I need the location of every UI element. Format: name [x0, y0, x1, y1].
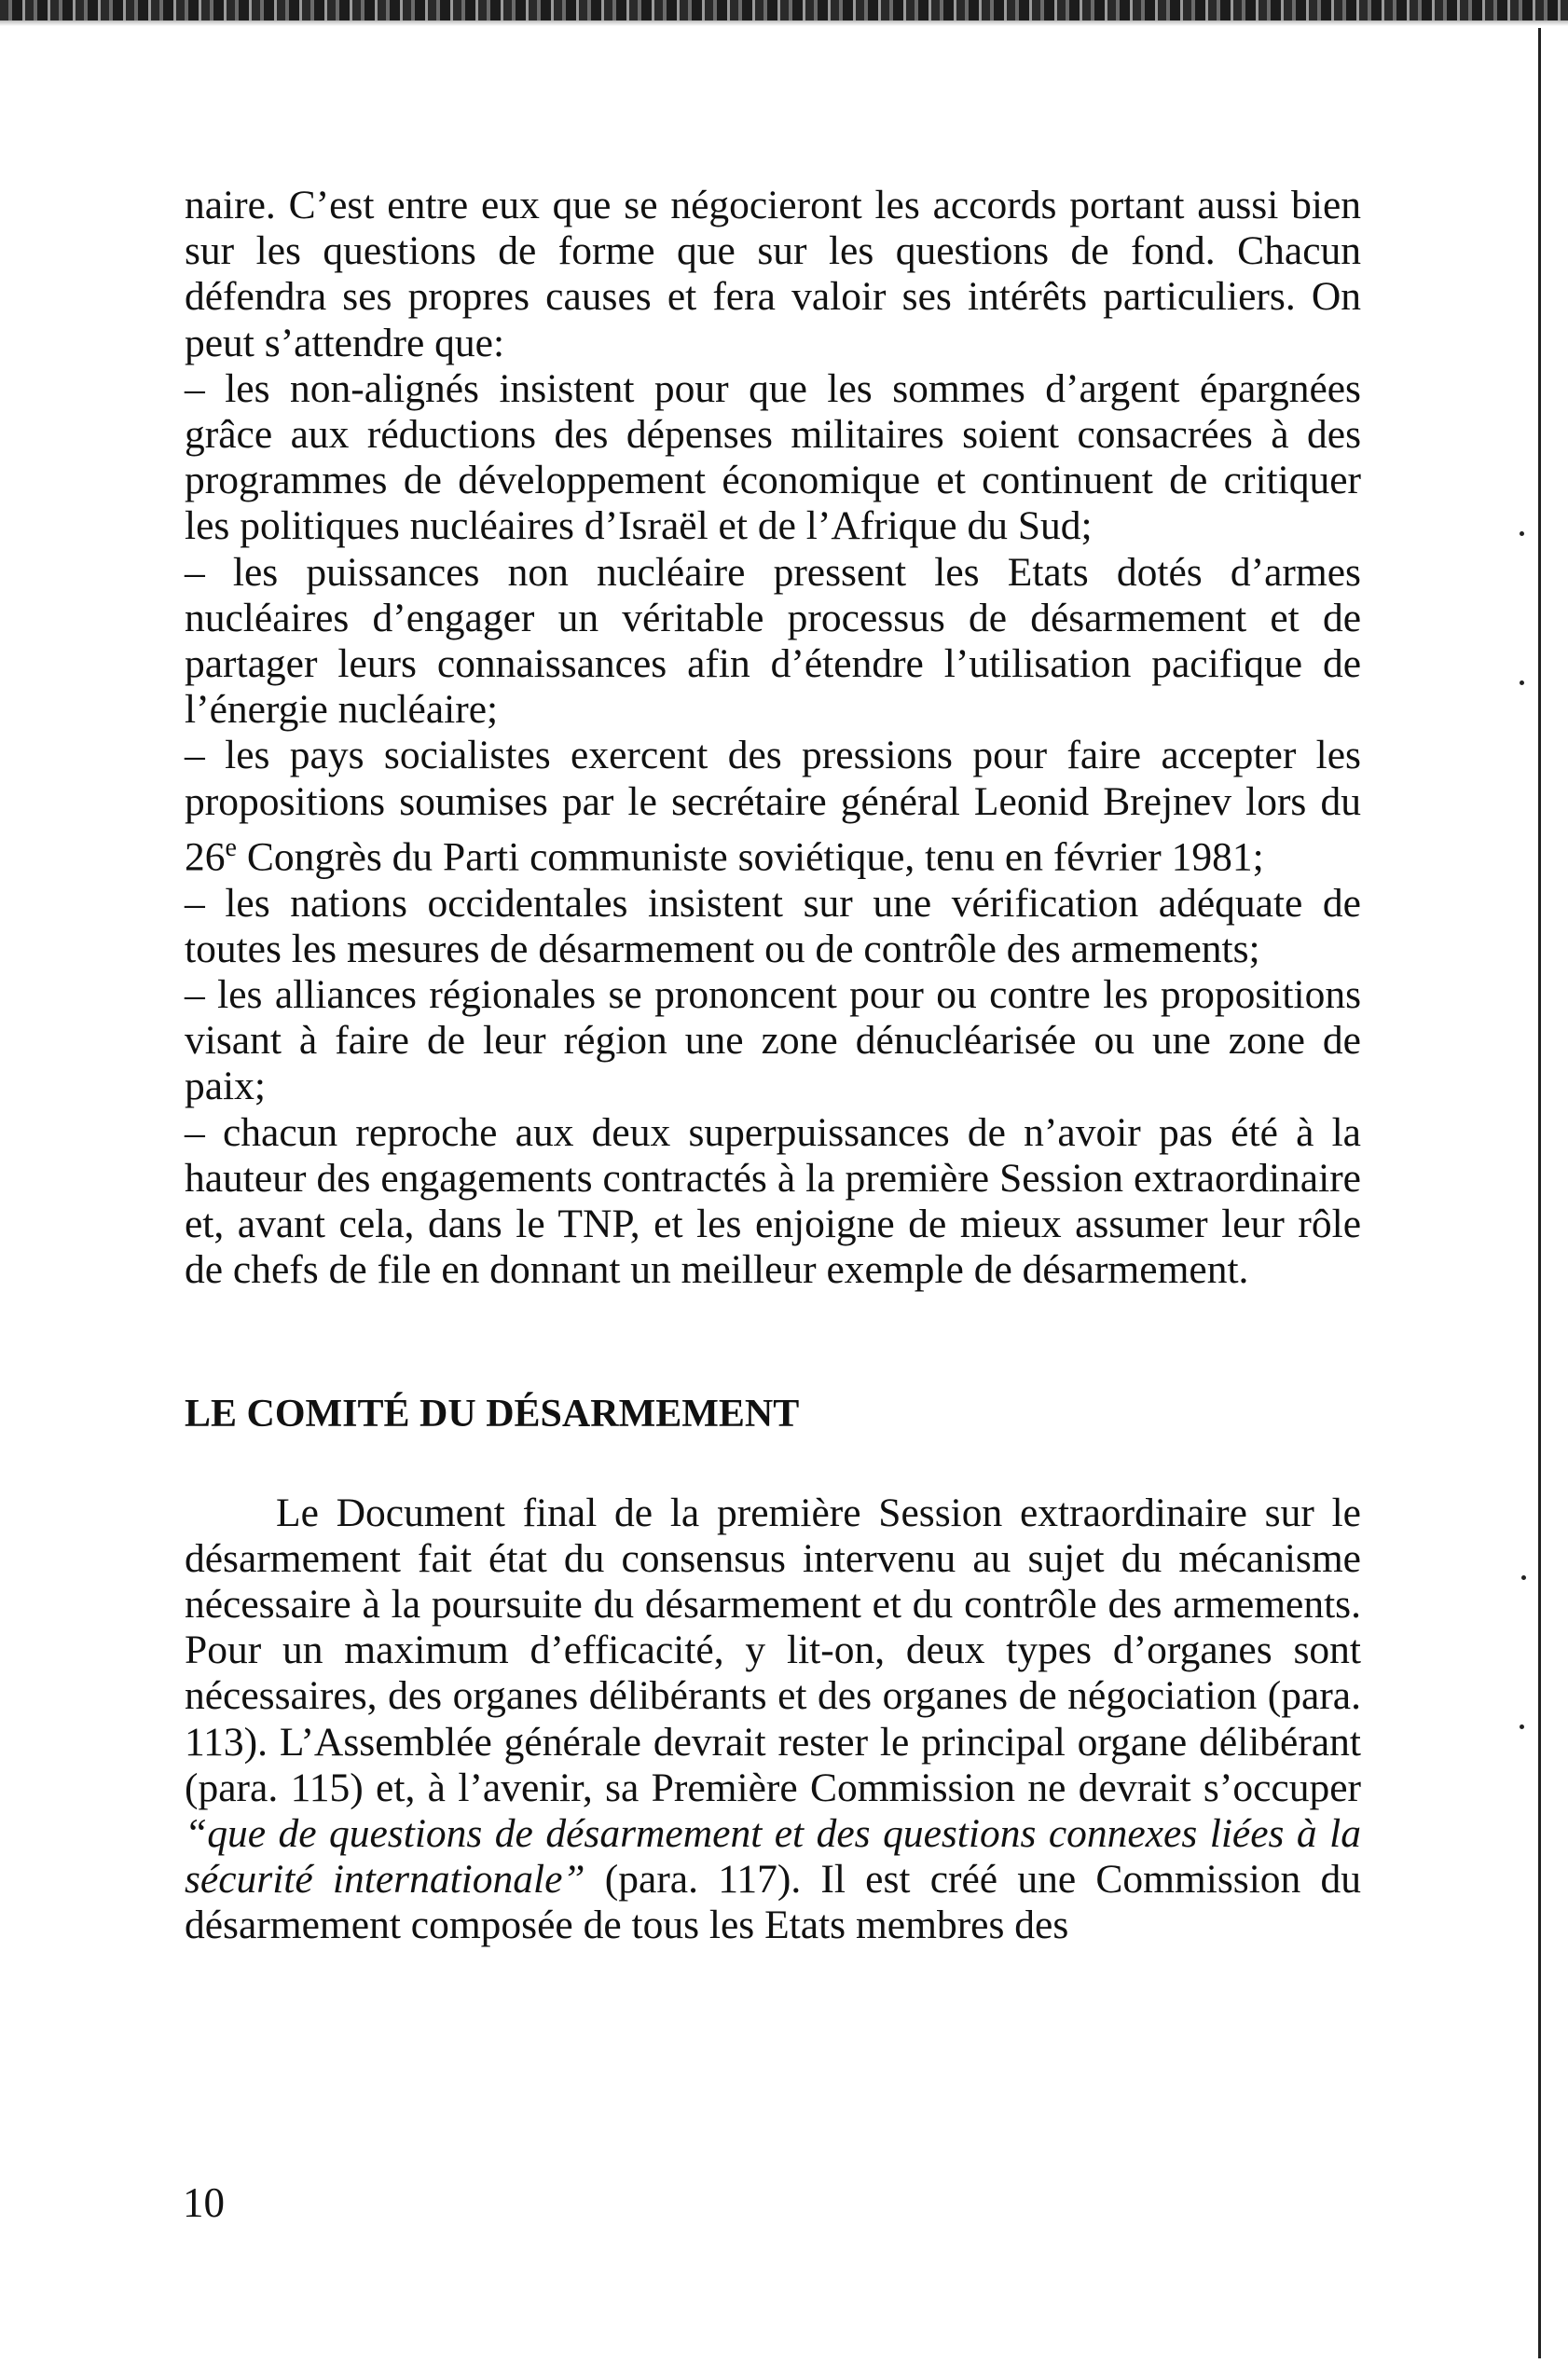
list-item: – les non-alignés insistent pour que les sommes d’argent épargnées grâce aux réductions des dépenses militaires soient consacrées à des programmes de développement économique et continuent de critiquer les politiques nucléaires d’Israël et de l’Afrique du Sud; [185, 365, 1361, 549]
scan-top-edge [0, 0, 1568, 21]
paragraph-section [185, 1491, 1361, 1949]
list-item: – les puissances non nucléaire pressent les Etats dotés d’armes nucléaires d’engager un véritable processus de désarmement et de partager leurs connaissances afin d’étendre l’utilisation pacifique de l’énergie nucléaire; [185, 549, 1361, 733]
paragraph-text: Le Document final de la première Session extraordinaire sur le désarmement fait état du consensus intervenu au sujet du mécanisme nécessaire à la poursuite du désarmement et du contrôle des armements. Pour un maximum d’efficacité, y lit-on, deux types d’organes sont nécessaires, des organes délibérants et des organes de négociation (para. 113). L’Assemblée générale devrait rester le principal organe délibérant (para. 115) et, à l’avenir, sa Première Commission ne devrait s’occuper [185, 1490, 1361, 1810]
scan-speck [1520, 680, 1524, 685]
scan-speck [1520, 531, 1524, 536]
list-item: – les alliances régionales se prononcent pour ou contre les propositions visant à faire de leur région une zone dénucléarisée ou une zone de paix; [185, 971, 1361, 1109]
page-body [185, 183, 1361, 1949]
list-item-tail: Congrès du Parti communiste soviétique, tenu en février 1981; [236, 834, 1264, 880]
paragraph-intro: naire. C’est entre eux que se négocieront les accords portant aussi bien sur les questions de forme que sur les questions de fond. Chacun défendra ses propres causes et fera valoir ses intérêts particuliers. On peut s’attendre que: [185, 183, 1361, 365]
paragraph-text-end: (para. 117). Il est créé une Commission du désarmement composée de tous les Etats membres des [185, 1857, 1361, 1948]
list-item-text: – les pays socialistes exercent des pressions pour faire accepter les propositions soumises par le secrétaire général Leonid Brejnev lors du 26 [185, 733, 1361, 880]
list-item [185, 733, 1361, 880]
quotation: “que de questions de désarmement et des questions connexes liées à la sécurité internationale” [185, 1811, 1361, 1903]
list-item: – chacun reproche aux deux superpuissances de n’avoir pas été à la hauteur des engagements contractés à la première Session extraordinaire et, avant cela, dans le TNP, et les enjoigne de mieux assumer leur rôle de chefs de file en donnant un meilleur exemple de désarmement. [185, 1109, 1361, 1293]
ordinal-superscript: e [225, 832, 237, 862]
list-item: – les nations occidentales insistent sur une vérification adéquate de toutes les mesures de désarmement ou de contrôle des armements; [185, 880, 1361, 971]
scan-right-edge [1538, 28, 1541, 2358]
section-heading: LE COMITÉ DU DÉSARMEMENT [185, 1393, 800, 1436]
scan-speck [1520, 1724, 1524, 1729]
scan-speck [1521, 1575, 1526, 1580]
page-number: 10 [183, 2179, 225, 2226]
